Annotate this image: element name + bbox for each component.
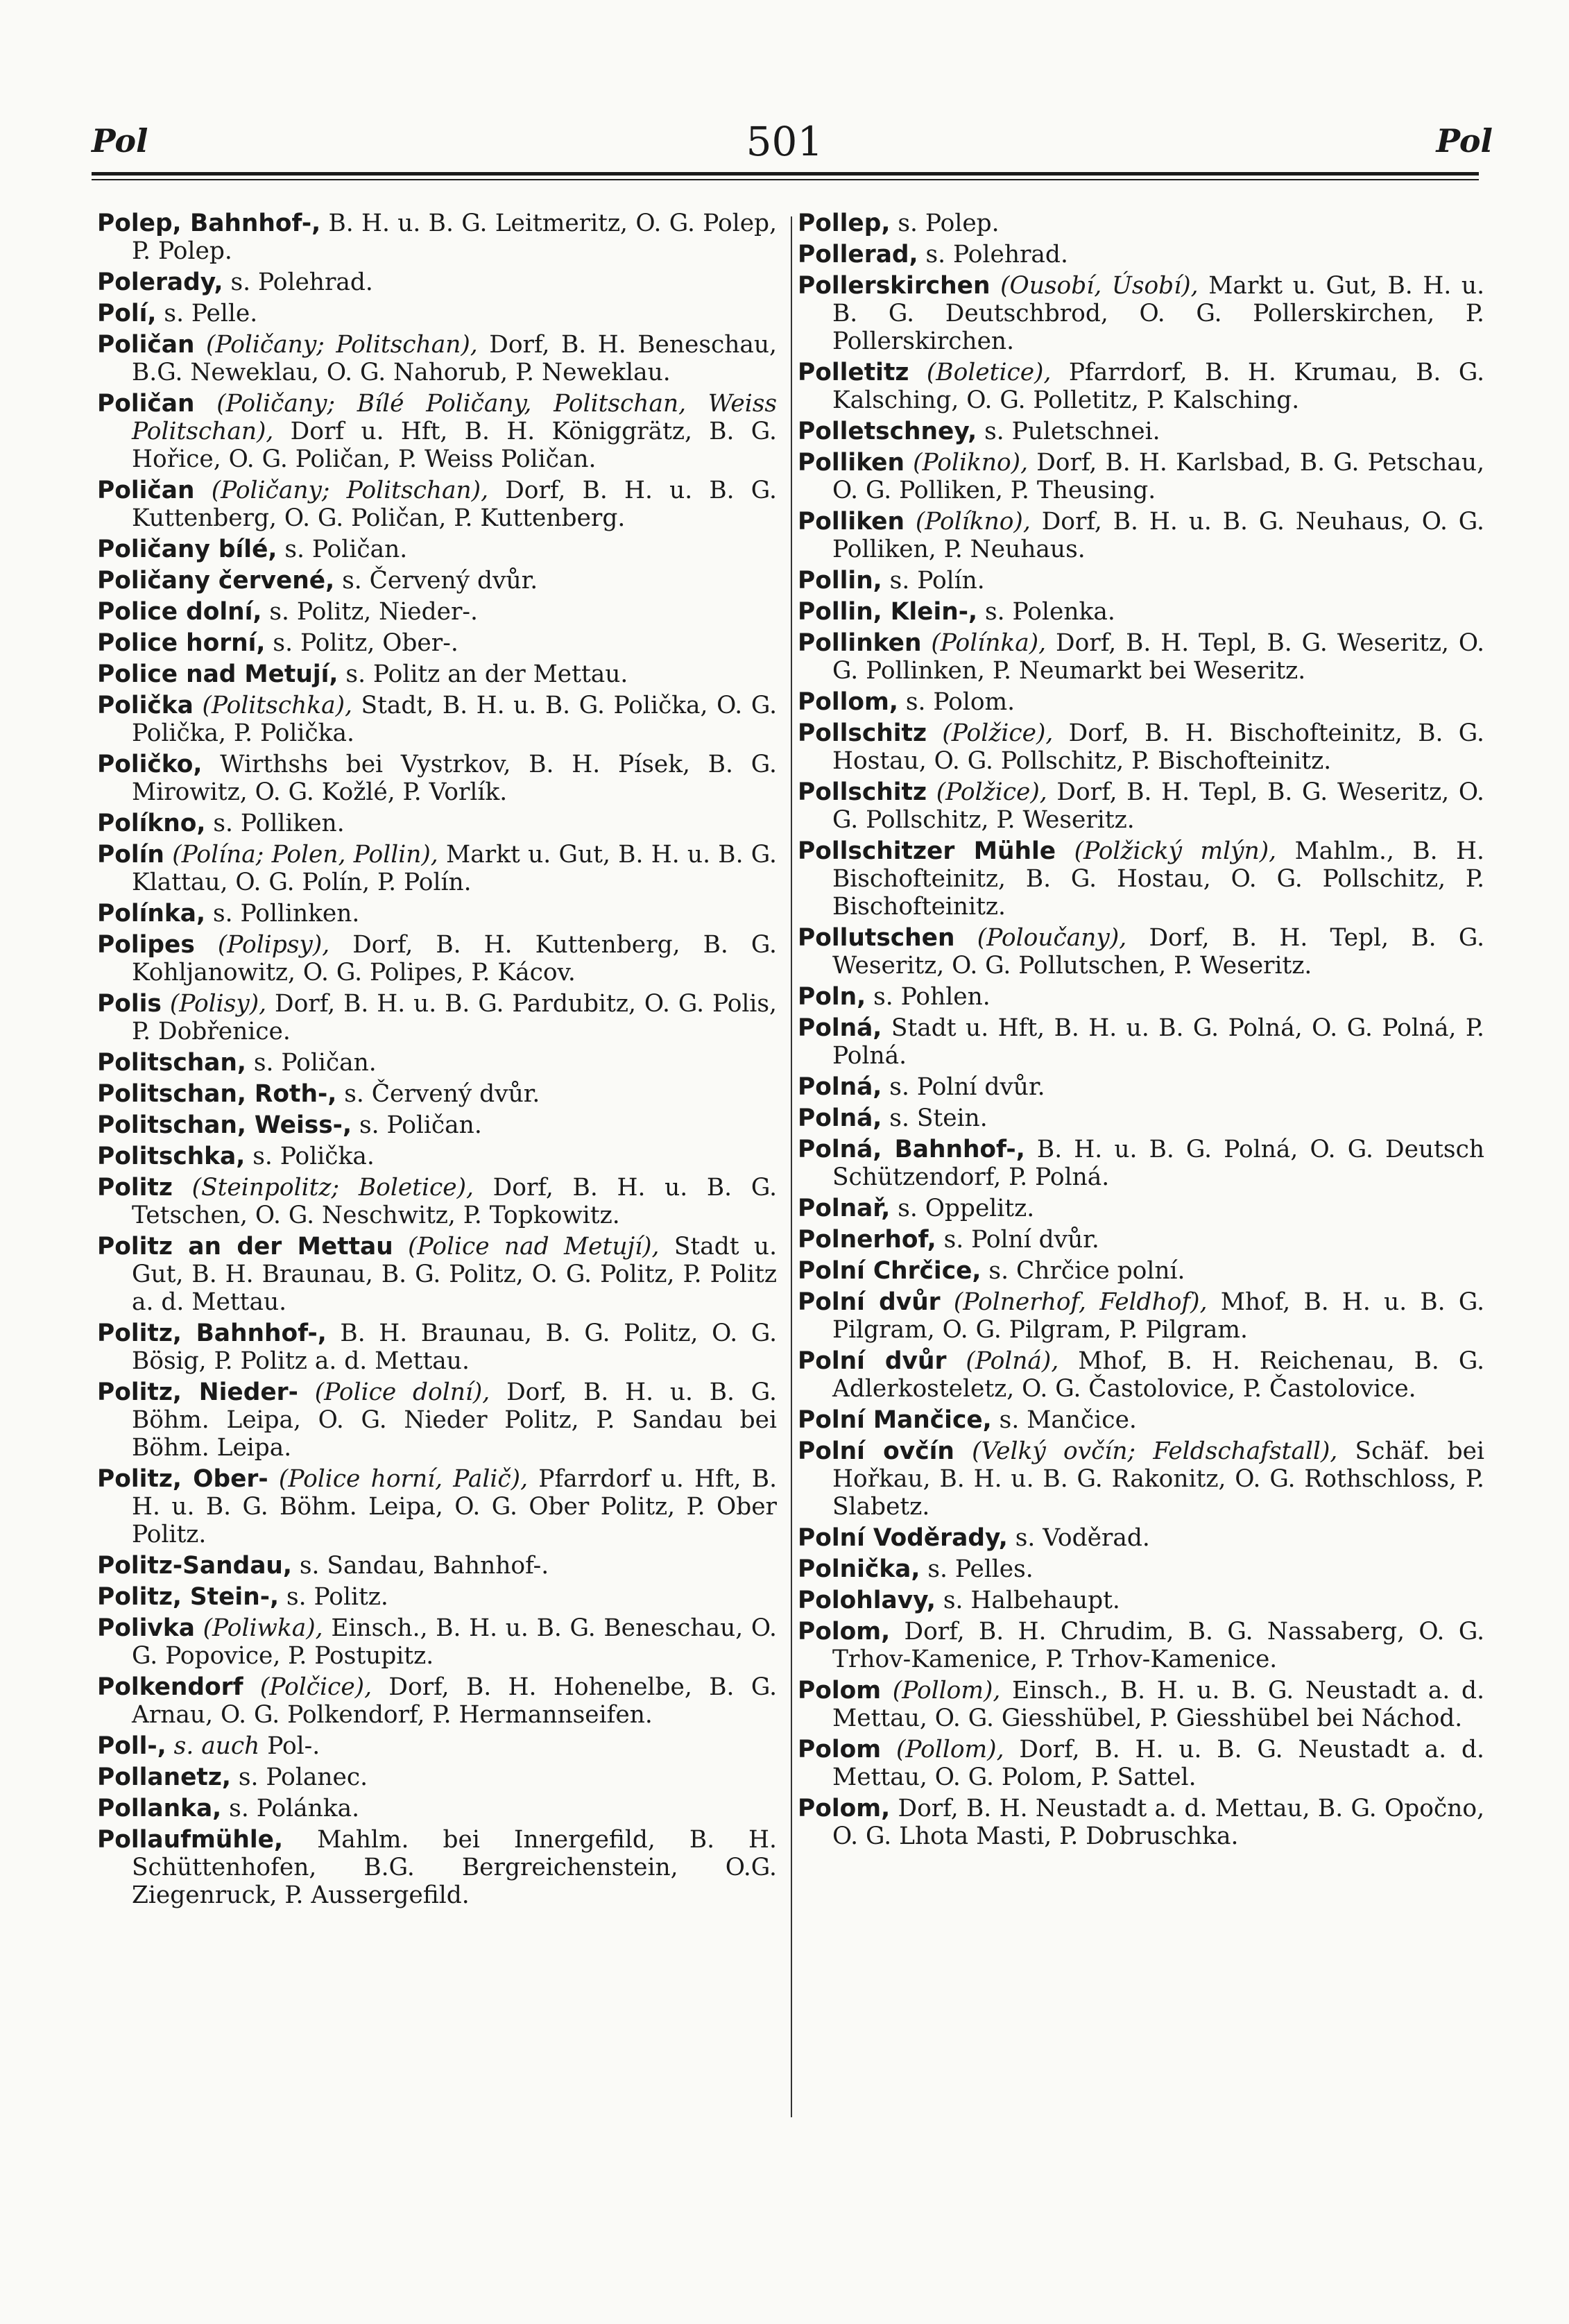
- entry-details: s. Polní dvůr.: [882, 1073, 1045, 1101]
- entry-headword: Polipes: [97, 931, 195, 959]
- entry-headword: Polička: [97, 692, 194, 719]
- entry-details: s. Voděrad.: [1007, 1524, 1150, 1552]
- entry-headword: Pollschitzer Mühle: [798, 837, 1056, 865]
- entry-alt-names: (Polínka),: [921, 629, 1047, 657]
- entry-headword: Polliken: [798, 449, 904, 477]
- gazetteer-entry: [798, 837, 1484, 921]
- entry-headword: Polní dvůr: [798, 1288, 941, 1316]
- gazetteer-entry: [97, 810, 777, 837]
- entry-headword: Pollin, Klein-,: [798, 598, 978, 626]
- entry-details: Dorf, B. H. Bischofteinitz, B. G. Hostau, O. G. Pollschitz, P. Bischofteinitz.: [832, 719, 1484, 775]
- entry-headword: Politz, Nieder-: [97, 1378, 298, 1406]
- entry-details: s. Puletschnei.: [977, 418, 1160, 445]
- entry-headword: Pollom,: [798, 688, 898, 716]
- entry-alt-names: (Polčice),: [243, 1673, 372, 1701]
- entry-headword: Poličan: [97, 331, 195, 359]
- entry-headword: Police horní,: [97, 629, 266, 657]
- entry-details: Dorf, B. H. Kuttenberg, B. G. Kohljanowitz, O. G. Polipes, P. Kácov.: [132, 931, 777, 986]
- entry-headword: Poličan: [97, 477, 195, 504]
- gazetteer-entry: [798, 1587, 1484, 1614]
- entry-details: Dorf, B. H. u. B. G. Neustadt a. d. Mettau, O. G. Polom, P. Sattel.: [832, 1736, 1484, 1791]
- gazetteer-entry: [97, 1673, 777, 1729]
- entry-headword: Polletitz: [798, 359, 909, 386]
- entry-headword: Politz: [97, 1174, 173, 1202]
- entry-headword: Polní Mančice,: [798, 1406, 992, 1434]
- gazetteer-entry: [798, 418, 1484, 445]
- entry-details: s. Politz an der Mettau.: [338, 660, 628, 688]
- entry-details: s. Červený dvůr.: [336, 1080, 540, 1108]
- entry-headword: Polná, Bahnhof-,: [798, 1136, 1025, 1163]
- gazetteer-entry: [798, 983, 1484, 1011]
- entry-details: Markt u. Gut, B. H. u. B. G. Deutschbrod, O. G. Pollerskirchen, P. Pollerskirchen.: [832, 272, 1485, 355]
- entry-headword: Polivka: [97, 1614, 195, 1642]
- gazetteer-entry: [798, 1524, 1484, 1552]
- entry-details: s. Stein.: [882, 1104, 988, 1132]
- entry-alt-names: (Polná),: [946, 1347, 1059, 1375]
- gazetteer-entry: [97, 841, 777, 896]
- entry-headword: Polis: [97, 990, 162, 1018]
- entry-alt-names: (Ousobí, Úsobí),: [990, 272, 1199, 300]
- entry-details: s. Polín.: [882, 567, 985, 595]
- entry-headword: Politschka,: [97, 1143, 246, 1170]
- entry-headword: Polliken: [798, 508, 904, 536]
- entry-headword: Políkno,: [97, 810, 206, 837]
- entry-details: Dorf, B. H. u. B. G. Tetschen, O. G. Neschwitz, P. Topkowitz.: [132, 1174, 778, 1229]
- gazetteer-entry: [798, 1618, 1484, 1673]
- entry-alt-names: (Pollom),: [881, 1736, 1004, 1763]
- entry-details: B. H. u. B. G. Polná, O. G. Deutsch Schützendorf, P. Polná.: [832, 1136, 1484, 1191]
- entry-details: s. Polom.: [898, 688, 1015, 716]
- entry-details: Stadt u. Gut, B. H. Braunau, B. G. Politz, O. G. Politz, P. Politz a. d. Mettau.: [132, 1233, 777, 1316]
- entry-details: B. H. u. B. G. Leitmeritz, O. G. Polep, P. Polep.: [132, 210, 777, 265]
- entry-details: Dorf, B. H. Chrudim, B. G. Nassaberg, O. G. Trhov-Kamenice, P. Trhov-Kamenice.: [832, 1618, 1484, 1673]
- entry-details: Dorf u. Hft, B. H. Königgrätz, B. G. Hořice, O. G. Poličan, P. Weiss Poličan.: [132, 418, 777, 473]
- gazetteer-entry: [97, 1319, 777, 1375]
- entry-details: Dorf, B. H. Tepl, B. G. Weseritz, O. G. Pollschitz, P. Weseritz.: [832, 778, 1484, 834]
- entry-headword: Pollschitz: [798, 719, 927, 747]
- entry-alt-names: (Poličany; Politschan),: [194, 477, 489, 504]
- entry-details: s. Poličan.: [246, 1049, 377, 1077]
- gazetteer-entry: [97, 1614, 777, 1670]
- entry-details: s. Politz, Nieder-.: [262, 598, 478, 626]
- entry-alt-names: s. auch: [166, 1732, 260, 1760]
- gazetteer-entry: [97, 900, 777, 928]
- entry-headword: Pollinken: [798, 629, 922, 657]
- gazetteer-entry: [798, 1014, 1484, 1070]
- entry-headword: Polohlavy,: [798, 1587, 936, 1614]
- gazetteer-entry: [97, 477, 777, 532]
- entry-headword: Poln,: [798, 983, 866, 1011]
- gazetteer-entry: [97, 268, 777, 296]
- entry-details: s. Politz, Ober-.: [265, 629, 458, 657]
- entry-headword: Pollerad,: [798, 241, 918, 268]
- entry-alt-names: (Politschka),: [193, 692, 352, 719]
- gazetteer-entry: [798, 359, 1484, 414]
- entry-details: Mahlm., B. H. Bischofteinitz, B. G. Hostau, O. G. Pollschitz, P. Bischofteinitz.: [832, 837, 1484, 921]
- entry-details: Markt u. Gut, B. H. u. B. G. Klattau, O. G. Polín, P. Polín.: [132, 841, 777, 896]
- entry-details: Pol-.: [259, 1732, 320, 1760]
- entry-alt-names: (Políkno),: [904, 508, 1031, 536]
- gazetteer-entry: [798, 778, 1484, 834]
- gazetteer-entry: [798, 1288, 1484, 1344]
- gazetteer-entry: [798, 1226, 1484, 1254]
- entry-alt-names: (Velký ovčín; Feldschafstall),: [954, 1437, 1338, 1465]
- entry-details: B. H. Braunau, B. G. Politz, O. G. Bösig, P. Politz a. d. Mettau.: [132, 1319, 778, 1375]
- entry-headword: Politz, Bahnhof-,: [97, 1319, 327, 1347]
- entry-headword: Polní dvůr: [798, 1347, 947, 1375]
- gazetteer-entry: [798, 449, 1484, 504]
- entry-details: s. Pelles.: [920, 1555, 1034, 1583]
- entry-headword: Politschan, Weiss-,: [97, 1111, 352, 1139]
- entry-details: Dorf, B. H. Tepl, B. G. Weseritz, O. G. Pollinken, P. Neumarkt bei Weseritz.: [832, 629, 1485, 685]
- entry-details: Schäf. bei Hořkau, B. H. u. B. G. Rakonitz, O. G. Rothschloss, P. Slabetz.: [832, 1437, 1484, 1521]
- column-divider: [791, 216, 792, 2117]
- entry-alt-names: (Polnerhof, Feldhof),: [940, 1288, 1208, 1316]
- entry-alt-names: (Poličany; Politschan),: [194, 331, 478, 359]
- entry-headword: Polín: [97, 841, 164, 869]
- gazetteer-entry: [97, 390, 777, 473]
- gazetteer-entry: [97, 1111, 777, 1139]
- gazetteer-entry: [97, 1233, 777, 1316]
- header-left-keyword: Pol: [92, 122, 148, 160]
- entry-alt-names: (Poličany; Bílé Poličany, Politschan, Weiss Politschan),: [132, 390, 777, 445]
- entry-headword: Politz an der Mettau: [97, 1233, 393, 1261]
- entry-details: Einsch., B. H. u. B. G. Neustadt a. d. Mettau, O. G. Giesshübel, P. Giesshübel bei Náchod.: [832, 1677, 1484, 1732]
- gazetteer-entry: [798, 508, 1484, 563]
- entry-details: Dorf, B. H. Neustadt a. d. Mettau, B. G. Opočno, O. G. Lhota Masti, P. Dobruschka.: [832, 1795, 1484, 1850]
- entry-headword: Polnař,: [798, 1195, 891, 1222]
- gazetteer-entry: [97, 598, 777, 626]
- gazetteer-entry: [798, 1736, 1484, 1791]
- gazetteer-entry: [97, 331, 777, 386]
- gazetteer-entry: [798, 598, 1484, 626]
- entry-alt-names: (Polína; Polen, Pollin),: [164, 841, 438, 869]
- gazetteer-entry: [97, 536, 777, 563]
- entry-headword: Politschan,: [97, 1049, 246, 1077]
- entry-details: s. Polep.: [890, 210, 1000, 237]
- entry-details: Mhof, B. H. Reichenau, B. G. Adlerkosteletz, O. G. Častolovice, P. Častolovice.: [832, 1347, 1484, 1403]
- gazetteer-entry: [97, 990, 777, 1045]
- header-rule: [92, 172, 1479, 176]
- entry-details: s. Polánka.: [221, 1795, 360, 1822]
- entry-details: s. Polní dvůr.: [936, 1226, 1099, 1254]
- entry-alt-names: (Police dolní),: [298, 1378, 490, 1406]
- entry-details: s. Polehrad.: [223, 268, 373, 296]
- entry-headword: Pollschitz: [798, 778, 927, 806]
- entry-details: Dorf, B. H. Tepl, B. G. Weseritz, O. G. Pollutschen, P. Weseritz.: [832, 924, 1484, 980]
- gazetteer-entry: [97, 660, 777, 688]
- entry-details: s. Poličan.: [277, 536, 408, 563]
- entry-headword: Pollanetz,: [97, 1763, 231, 1791]
- entry-headword: Poličan: [97, 390, 195, 418]
- gazetteer-entry: [97, 1174, 777, 1229]
- entry-headword: Politschan, Roth-,: [97, 1080, 337, 1108]
- gazetteer-entry: [798, 1795, 1484, 1850]
- gazetteer-entry: [798, 1347, 1484, 1403]
- entry-alt-names: (Polipsy),: [194, 931, 330, 959]
- gazetteer-entry: [97, 931, 777, 986]
- gazetteer-entry: [97, 1049, 777, 1077]
- entry-details: Mahlm. bei Innergefild, B. H. Schüttenhofen, B.G. Bergreichenstein, O.G. Ziegenruck, P. Aussergefild.: [132, 1826, 777, 1909]
- entry-headword: Polom: [798, 1677, 882, 1704]
- entry-headword: Politz-Sandau,: [97, 1552, 292, 1580]
- entry-headword: Police nad Metují,: [97, 660, 338, 688]
- entry-headword: Polní Chrčice,: [798, 1257, 981, 1285]
- entry-details: Pfarrdorf u. Hft, B. H. u. B. G. Böhm. Leipa, O. G. Ober Politz, P. Ober Politz.: [132, 1465, 777, 1548]
- entry-details: Dorf, B. H. Karlsbad, B. G. Petschau, O. G. Polliken, P. Theusing.: [832, 449, 1484, 504]
- entry-alt-names: (Poliwka),: [194, 1614, 323, 1642]
- entry-alt-names: (Police nad Metují),: [393, 1233, 660, 1261]
- gazetteer-entry: [798, 1437, 1484, 1521]
- gazetteer-entry: [798, 719, 1484, 775]
- entry-details: s. Halbehaupt.: [935, 1587, 1120, 1614]
- entry-details: Stadt u. Hft, B. H. u. B. G. Polná, O. G. Polná, P. Polná.: [832, 1014, 1484, 1070]
- entry-details: Dorf, B. H. u. B. G. Neuhaus, O. G. Polliken, P. Neuhaus.: [832, 508, 1484, 563]
- gazetteer-entry: [97, 1143, 777, 1170]
- entry-alt-names: (Polžický mlýn),: [1056, 837, 1277, 865]
- entry-details: s. Politz.: [279, 1583, 388, 1611]
- entry-details: s. Polička.: [245, 1143, 375, 1170]
- entry-alt-names: (Steinpolitz; Boletice),: [172, 1174, 474, 1202]
- gazetteer-entry: [97, 751, 777, 806]
- gazetteer-entry: [798, 272, 1484, 355]
- entry-headword: Polná,: [798, 1014, 882, 1042]
- entry-details: Einsch., B. H. u. B. G. Beneschau, O. G. Popovice, P. Postupitz.: [132, 1614, 777, 1670]
- entry-headword: Poll-,: [97, 1732, 166, 1760]
- entry-details: Dorf, B. H. u. B. G. Pardubitz, O. G. Polis, P. Dobřenice.: [132, 990, 777, 1045]
- gazetteer-entry: [798, 1257, 1484, 1285]
- entry-alt-names: (Police horní, Palič),: [268, 1465, 529, 1493]
- entry-details: s. Polanec.: [230, 1763, 368, 1791]
- entry-details: Dorf, B. H. Beneschau, B.G. Neweklau, O. G. Nahorub, P. Neweklau.: [132, 331, 777, 386]
- entry-details: Stadt, B. H. u. B. G. Polička, O. G. Polička, P. Polička.: [132, 692, 777, 747]
- gazetteer-entry: [97, 1795, 777, 1822]
- entry-headword: Pollanka,: [97, 1795, 222, 1822]
- entry-headword: Polná,: [798, 1073, 882, 1101]
- entry-headword: Police dolní,: [97, 598, 262, 626]
- entry-alt-names: (Polžice),: [927, 778, 1047, 806]
- entry-headword: Pollin,: [798, 567, 882, 595]
- gazetteer-entry: [798, 1406, 1484, 1434]
- gazetteer-entry: [798, 1073, 1484, 1101]
- entry-headword: Polínka,: [97, 900, 206, 928]
- entry-headword: Polom,: [798, 1795, 891, 1822]
- entry-details: Dorf, B. H. Hohenelbe, B. G. Arnau, O. G. Polkendorf, P. Hermannseifen.: [132, 1673, 777, 1729]
- gazetteer-entry: [97, 567, 777, 595]
- entry-headword: Polom,: [798, 1618, 891, 1646]
- entry-headword: Politz, Ober-: [97, 1465, 268, 1493]
- entry-details: s. Mančice.: [991, 1406, 1137, 1434]
- gazetteer-entry: [798, 1104, 1484, 1132]
- entry-details: Mhof, B. H. u. B. G. Pilgram, O. G. Pilgram, P. Pilgram.: [832, 1288, 1484, 1344]
- gazetteer-entry: [798, 924, 1484, 980]
- entry-alt-names: (Poloučany),: [954, 924, 1127, 952]
- entry-details: s. Pelle.: [156, 300, 258, 327]
- gazetteer-entry: [97, 629, 777, 657]
- entry-headword: Polí,: [97, 300, 157, 327]
- entry-details: s. Červený dvůr.: [334, 567, 538, 595]
- entry-headword: Poličany bílé,: [97, 536, 277, 563]
- left-column: [97, 210, 777, 1913]
- gazetteer-entry: [798, 210, 1484, 237]
- entry-headword: Poličko,: [97, 751, 203, 778]
- entry-headword: Polní ovčín: [798, 1437, 954, 1465]
- entry-headword: Pollaufmühle,: [97, 1826, 284, 1854]
- entry-alt-names: (Pollom),: [881, 1677, 1001, 1704]
- entry-details: s. Chrčice polní.: [981, 1257, 1185, 1285]
- entry-headword: Polnička,: [798, 1555, 920, 1583]
- entry-details: s. Sandau, Bahnhof-.: [291, 1552, 549, 1580]
- gazetteer-entry: [97, 1552, 777, 1580]
- entry-details: s. Poličan.: [352, 1111, 482, 1139]
- header-rule-thin: [92, 179, 1479, 180]
- entry-details: s. Polenka.: [977, 598, 1115, 626]
- entry-alt-names: (Polžice),: [927, 719, 1054, 747]
- gazetteer-entry: [798, 688, 1484, 716]
- gazetteer-entry: [97, 692, 777, 747]
- entry-headword: Pollep,: [798, 210, 891, 237]
- entry-headword: Polep, Bahnhof-,: [97, 210, 321, 237]
- entry-headword: Polná,: [798, 1104, 882, 1132]
- gazetteer-entry: [97, 1826, 777, 1909]
- entry-alt-names: (Polikno),: [904, 449, 1029, 477]
- entry-headword: Poličany červené,: [97, 567, 335, 595]
- gazetteer-entry: [798, 1555, 1484, 1583]
- entry-headword: Polní Voděrady,: [798, 1524, 1008, 1552]
- entry-headword: Polom: [798, 1736, 882, 1763]
- gazetteer-entry: [798, 629, 1484, 685]
- right-column: [798, 210, 1484, 1854]
- entry-headword: Polerady,: [97, 268, 223, 296]
- entry-alt-names: (Polisy),: [161, 990, 267, 1018]
- gazetteer-entry: [97, 300, 777, 327]
- entry-details: Dorf, B. H. u. B. G. Kuttenberg, O. G. Poličan, P. Kuttenberg.: [132, 477, 777, 532]
- entry-details: Pfarrdorf, B. H. Krumau, B. G. Kalsching, O. G. Polletitz, P. Kalsching.: [832, 359, 1485, 414]
- entry-headword: Polnerhof,: [798, 1226, 936, 1254]
- gazetteer-entry: [97, 1732, 777, 1760]
- entry-headword: Pollutschen: [798, 924, 955, 952]
- gazetteer-entry: [97, 1378, 777, 1462]
- gazetteer-entry: [97, 1465, 777, 1548]
- gazetteer-entry: [97, 1763, 777, 1791]
- entry-details: Wirthshs bei Vystrkov, B. H. Písek, B. G. Mirowitz, O. G. Kožlé, P. Vorlík.: [132, 751, 777, 806]
- entry-headword: Politz, Stein-,: [97, 1583, 280, 1611]
- entry-details: s. Polliken.: [205, 810, 345, 837]
- gazetteer-entry: [798, 241, 1484, 268]
- gazetteer-entry: [798, 1677, 1484, 1732]
- entry-alt-names: (Boletice),: [909, 359, 1052, 386]
- header-right-keyword: Pol: [1436, 122, 1493, 160]
- gazetteer-entry: [97, 1583, 777, 1611]
- gazetteer-entry: [97, 1080, 777, 1108]
- entry-details: s. Pohlen.: [866, 983, 991, 1011]
- entry-details: s. Polehrad.: [918, 241, 1068, 268]
- entry-headword: Pollerskirchen: [798, 272, 991, 300]
- entry-details: Dorf, B. H. u. B. G. Böhm. Leipa, O. G. Nieder Politz, P. Sandau bei Böhm. Leipa.: [132, 1378, 777, 1462]
- entry-headword: Polkendorf: [97, 1673, 243, 1701]
- gazetteer-entry: [97, 210, 777, 265]
- page-number: 501: [746, 118, 823, 165]
- gazetteer-entry: [798, 567, 1484, 595]
- entry-details: s. Oppelitz.: [890, 1195, 1035, 1222]
- entry-headword: Polletschney,: [798, 418, 977, 445]
- entry-details: s. Pollinken.: [205, 900, 360, 928]
- gazetteer-entry: [798, 1136, 1484, 1191]
- gazetteer-entry: [798, 1195, 1484, 1222]
